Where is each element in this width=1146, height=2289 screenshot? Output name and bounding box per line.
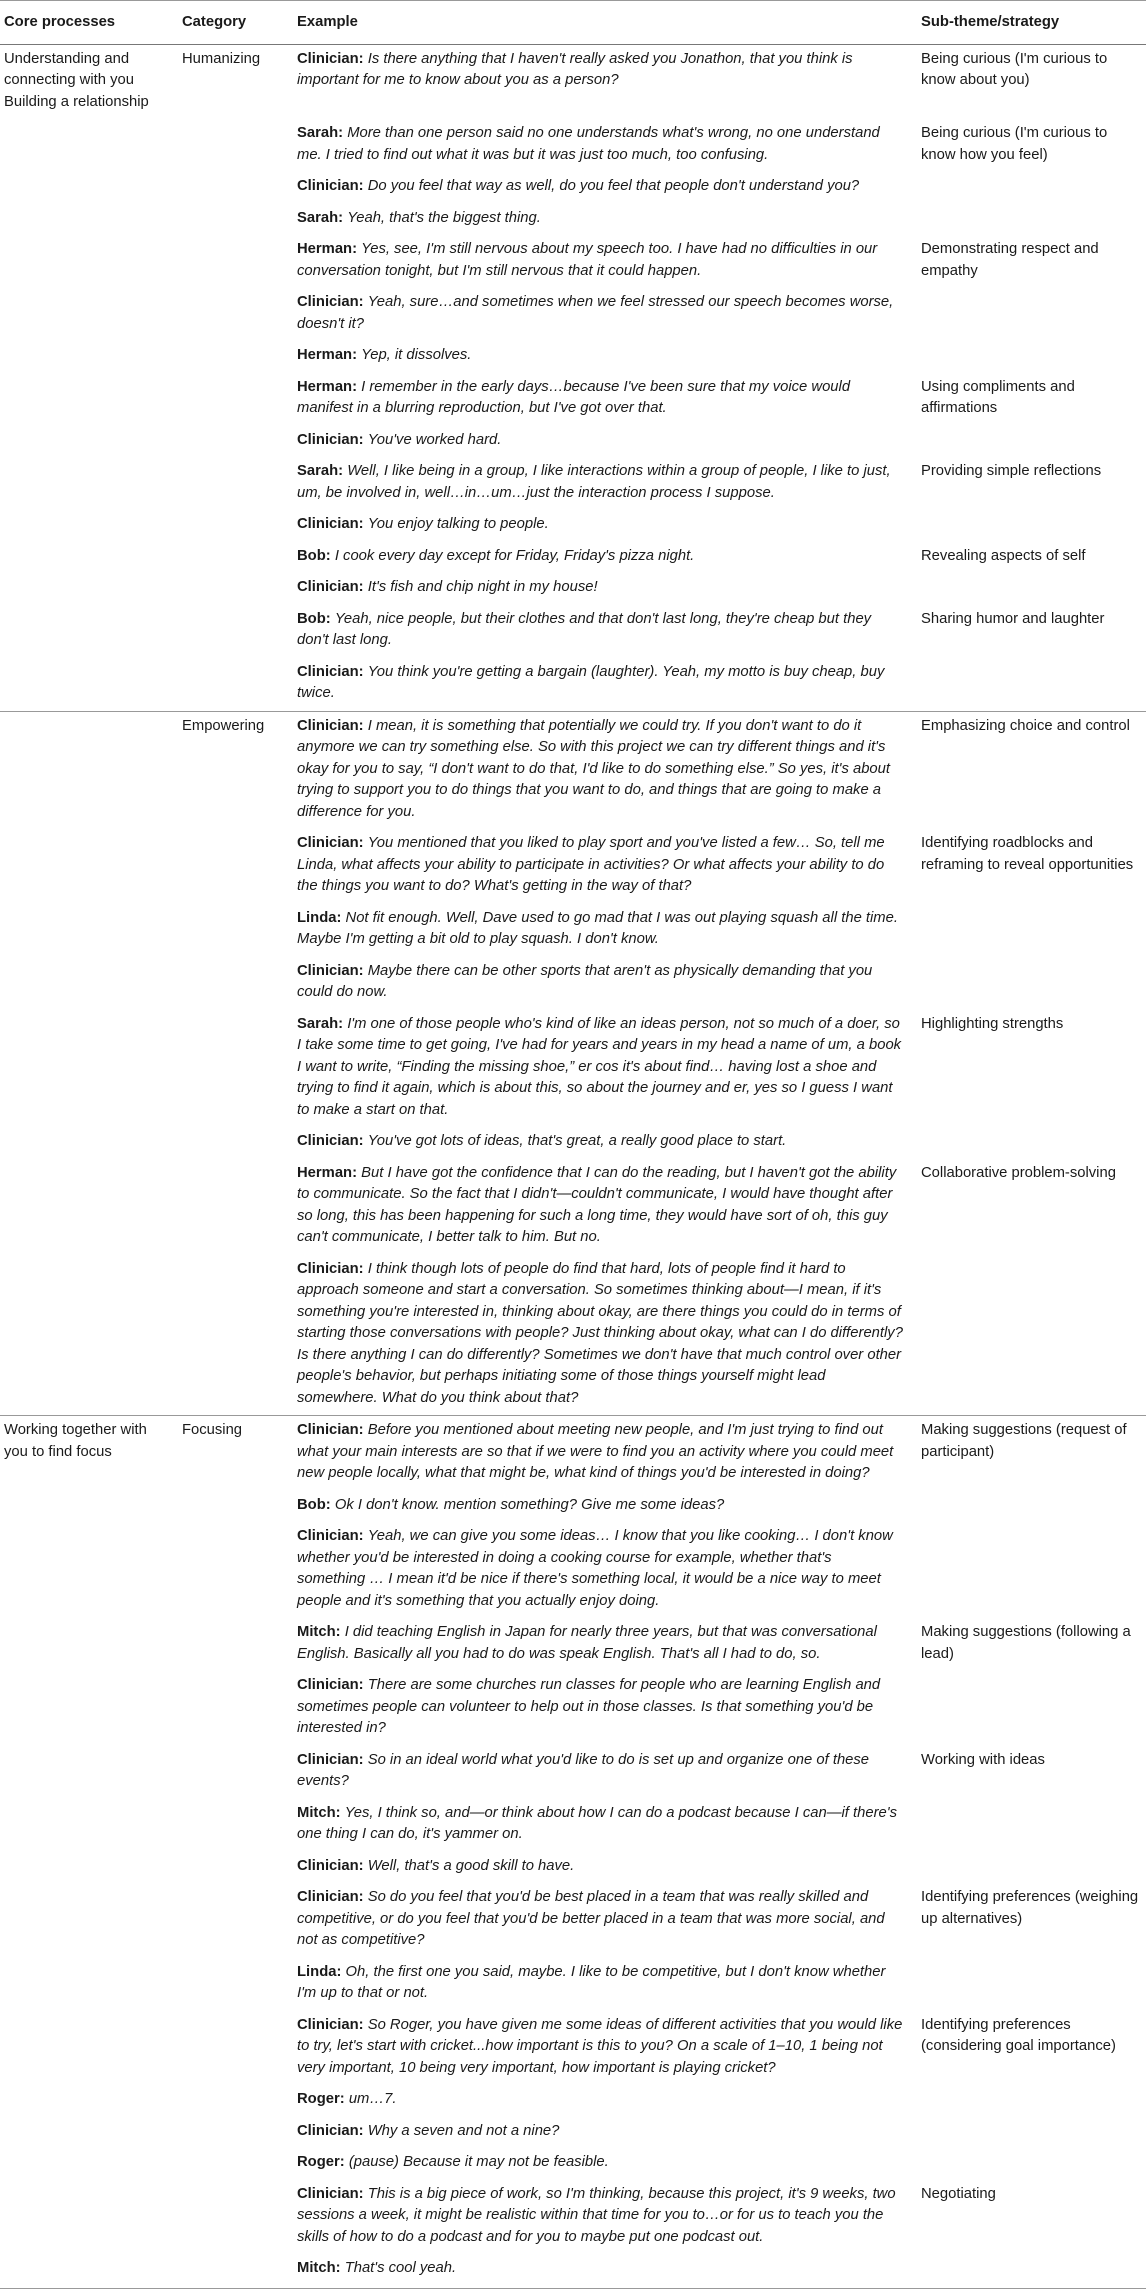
speaker-label: Clinician: [297,1528,364,1544]
speaker-label: Clinician: [297,516,364,532]
core-process-cell [0,542,178,574]
core-process-cell [0,1799,178,1852]
example-cell [293,1010,917,1128]
header-row [0,1,1146,45]
table-row [0,605,1146,658]
category-cell: Focusing [178,1416,293,1491]
sub-theme-cell [917,288,1146,341]
speaker-label: Clinician: [297,1889,364,1905]
core-process-cell [0,119,178,172]
core-process-label: Understanding and connecting with you [4,50,134,88]
example-cell [293,44,917,119]
table-row [0,2011,1146,2086]
utterance-text: You mentioned that you liked to play sport and you've listed a few… So, tell me Linda, what affects your ability to participate in activities? Or what affects your ability to do the things you want to do? What's getting in the way of that? [297,835,885,894]
utterance-text: It's fish and chip night in my house! [367,579,598,595]
category-cell [178,605,293,658]
core-process-cell [0,2180,178,2255]
table-row [0,1127,1146,1159]
utterance-text: Well, I like being in a group, I like interactions within a group of people, I like to just, um, be involved in, well…in…um…just the interaction process I suppose. [297,463,891,501]
table-row [0,711,1146,829]
category-cell [178,1010,293,1128]
utterance-text: That's cool yeah. [344,2260,457,2276]
core-process-cell [0,2148,178,2180]
category-cell [178,573,293,605]
category-cell [178,1159,293,1255]
speaker-label: Clinician: [297,178,364,194]
example-cell [293,1618,917,1671]
example-cell [293,119,917,172]
utterance-text: Maybe there can be other sports that aren't as physically demanding that you could do now. [297,962,873,1000]
sub-theme-cell: Demonstrating respect and empathy [921,241,1099,279]
example-cell [293,1958,917,2011]
category-cell [178,1671,293,1746]
speaker-label: Clinician: [297,962,364,979]
speaker-label: Clinician: [297,2016,364,2033]
core-process-cell [0,711,178,829]
utterance-text: Not fit enough. Well, Dave used to go mad that I was out playing squash all the time. Maybe I'm getting a bit old to play squash. I don't know. [297,909,898,947]
example-cell [293,829,917,904]
table-row [0,829,1146,904]
sub-theme-cell: Using compliments and affirmations [921,378,1075,416]
example-cell [293,1491,917,1523]
table-row [0,119,1146,172]
table-row [0,2148,1146,2180]
example-cell [293,510,917,542]
table-row [0,904,1146,957]
core-process-cell [0,957,178,1010]
table-header [0,1,1146,45]
sub-theme-cell [917,1799,1146,1852]
core-process-cell [0,2254,178,2288]
table-row [0,1958,1146,2011]
example-cell [293,957,917,1010]
table-row [0,1159,1146,1255]
core-process-cell [0,605,178,658]
category-cell [178,2011,293,2086]
header-category: Category [178,1,293,45]
category-cell [178,341,293,373]
speaker-label: Clinician: [297,663,364,680]
table-row [0,44,1146,119]
speaker-label: Clinician: [297,431,364,448]
speaker-label: Clinician: [297,294,364,310]
utterance-text: Well, that's a good skill to have. [367,1857,575,1874]
core-process-cell [0,1010,178,1128]
core-process-cell [0,658,178,712]
table-row [0,172,1146,204]
core-process-cell [0,1491,178,1523]
example-cell [293,426,917,458]
example-cell [293,605,917,658]
table-row [0,457,1146,510]
table-row [0,1491,1146,1523]
sub-theme-cell: Emphasizing choice and control [917,711,1146,829]
utterance-text: More than one person said no one understands what's wrong, no one understand me. I tried to find out what it was but it was just too much, too confusing. [297,125,880,163]
sub-theme-cell: Working with ideas [921,1751,1045,1768]
table-row [0,2180,1146,2255]
example-cell [293,1671,917,1746]
category-cell [178,904,293,957]
utterance-text: I cook every day except for Friday, Friday's pizza night. [334,547,695,564]
category-cell [178,658,293,712]
utterance-text: Oh, the first one you said, maybe. I like to be competitive, but I don't know whether I'm up to that or not. [297,1963,886,2001]
category-cell [178,1491,293,1523]
table-row [0,1746,1146,1799]
sub-theme-cell [917,1522,1146,1618]
example-cell [293,2117,917,2149]
core-process-cell [0,2085,178,2117]
core-process-cell [0,1671,178,1746]
speaker-label: Herman: [297,1164,358,1181]
speaker-label: Sarah: [297,1015,344,1032]
speaker-label: Linda: [297,909,342,926]
example-cell [293,1416,917,1491]
core-process-cell [0,904,178,957]
speaker-label: Clinician: [297,1422,364,1438]
table-row [0,2117,1146,2149]
category-cell [178,2117,293,2149]
table-row [0,573,1146,605]
speaker-label: Clinician: [297,1133,364,1149]
category-cell [178,1852,293,1884]
speaker-label: Sarah: [297,125,344,141]
core-process-cell [0,204,178,236]
example-cell [293,542,917,574]
table-row [0,426,1146,458]
sub-theme-cell: Sharing humor and laughter [921,610,1105,627]
sub-theme-cell [917,341,1146,373]
category-cell [178,2148,293,2180]
utterance-text: Yeah, we can give you some ideas… I know that you like cooking… I don't know whether you'd be interested in doing a cooking course for example, whether that's something … I mean it'd be nice if there's something local, it would be a nice way to meet people and it's something that you actually enjoy doing. [297,1528,893,1609]
core-process-cell [0,1618,178,1671]
sub-theme-cell [917,2117,1146,2149]
utterance-text: So in an ideal world what you'd like to do is set up and organize one of these events? [297,1751,870,1789]
core-process-cell [0,1522,178,1618]
category-cell: Humanizing [182,50,261,67]
sub-theme-cell: Making suggestions (request of participant) [917,1416,1146,1491]
core-process-cell [0,1255,178,1416]
speaker-label: Clinician: [297,1260,364,1277]
example-cell [293,1522,917,1618]
table-row [0,1416,1146,1491]
example-cell [293,1799,917,1852]
sub-theme-cell [917,1852,1146,1884]
speaker-label: Clinician: [297,1751,364,1768]
example-cell [293,235,917,288]
speaker-label: Herman: [297,378,358,395]
table-row [0,1255,1146,1416]
utterance-text: But I have got the confidence that I can do the reading, but I haven't got the ability to communicate. So the fact that I didn't—couldn't communicate, I would have thought after so long, this has been happening for such a long time, they would have sort of oh, this guy can't communicate, I better talk to him. But no. [297,1164,897,1245]
table-row [0,510,1146,542]
speaker-label: Mitch: [297,1804,341,1821]
category-cell [178,288,293,341]
speaker-label: Linda: [297,1963,342,1980]
sub-theme-cell [917,172,1146,204]
utterance-text: So Roger, you have given me some ideas of different activities that you would like to try, let's start with cricket...how important is this to you? On a scale of 1–10, 1 being not very important, 10 being very important, how important is playing cricket? [297,2016,903,2076]
table-row [0,1883,1146,1958]
category-cell [178,1522,293,1618]
utterance-text: Ok I don't know. mention something? Give me some ideas? [334,1496,725,1513]
speaker-label: Clinician: [297,2122,364,2139]
speaker-label: Bob: [297,610,331,627]
example-cell [293,658,917,712]
sub-theme-cell: Identifying preferences (considering goal importance) [921,2016,1116,2054]
utterance-text: um…7. [348,2091,397,2107]
core-process-cell [0,1883,178,1958]
example-cell [293,1746,917,1799]
category-cell [178,2254,293,2288]
table-row [0,957,1146,1010]
core-process-label: Building a relationship [4,93,149,110]
sub-theme-cell: Providing simple reflections [921,463,1102,479]
speaker-label: Clinician: [297,50,364,67]
core-process-cell [0,457,178,510]
utterance-text: Before you mentioned about meeting new people, and I'm just trying to find out what your main interests are so that if we were to find you an activity where you could meet new people locally, what that might be, what kind of things you'd be interested in doing? [297,1422,894,1481]
speaker-label: Mitch: [297,1624,341,1640]
core-process-cell [0,1127,178,1159]
core-process-cell [0,2011,178,2086]
sub-theme-cell [917,2254,1146,2288]
example-cell [293,2148,917,2180]
core-process-cell [0,1159,178,1255]
utterance-text: I'm one of those people who's kind of like an ideas person, not so much of a doer, so I take some time to get going, I've had for years and years in my head a name of um, a book I want to write, “Finding the missing shoe,” er cos it's about find… having lost a shoe and trying to find it again, which is about this, so about the journey and er, yes so I guess I want to make a start on that. [297,1015,902,1118]
table-row [0,204,1146,236]
category-cell: Empowering [178,711,293,829]
category-cell [178,119,293,172]
core-process-cell [0,1746,178,1799]
utterance-text: You think you're getting a bargain (laughter). Yeah, my motto is buy cheap, buy twice. [297,663,885,701]
utterance-text: Do you feel that way as well, do you feel that people don't understand you? [367,178,860,194]
core-process-cell [0,1416,178,1491]
category-cell [178,1883,293,1958]
speaker-label: Bob: [297,1496,331,1513]
utterance-text: Yes, see, I'm still nervous about my speech too. I have had no difficulties in our conversation tonight, but I'm still nervous that it could happen. [297,241,878,279]
example-cell [293,373,917,426]
utterance-text: Yeah, sure…and sometimes when we feel stressed our speech becomes worse, doesn't it? [297,294,894,332]
example-cell [293,2180,917,2255]
example-cell [293,711,917,829]
example-cell [293,904,917,957]
example-cell [293,1159,917,1255]
core-process-cell [0,341,178,373]
speaker-label: Herman: [297,241,358,257]
speaker-label: Roger: [297,2091,345,2107]
speaker-label: Sarah: [297,209,344,226]
utterance-text: (pause) Because it may not be feasible. [348,2154,609,2170]
example-cell [293,288,917,341]
utterance-text: You've got lots of ideas, that's great, a really good place to start. [367,1133,787,1149]
category-cell [178,542,293,574]
table-row [0,2254,1146,2288]
example-cell [293,1127,917,1159]
sub-theme-cell: Revealing aspects of self [921,547,1086,564]
core-process-cell [0,172,178,204]
core-process-cell [0,288,178,341]
example-cell [293,172,917,204]
category-cell [178,2085,293,2117]
sub-theme-cell [917,1671,1146,1746]
core-process-cell [0,510,178,542]
example-cell [293,1852,917,1884]
utterance-text: I mean, it is something that potentially we could try. If you don't want to do it anymore we can try something else. So with this project we can try different things and it's okay for you to say, “I don't want to do that, I'd like to do something else.” So yes, it's about trying to support you to do things that you want to do, and things that are going to make a difference for you. [297,717,890,820]
core-process-cell [0,235,178,288]
category-cell [178,426,293,458]
sub-theme-cell [917,2085,1146,2117]
sub-theme-cell [917,204,1146,236]
table-row [0,1010,1146,1128]
example-cell [293,2085,917,2117]
sub-theme-cell [917,957,1146,1010]
sub-theme-cell [917,1255,1146,1416]
category-cell [178,373,293,426]
core-process-cell [0,426,178,458]
speaker-label: Herman: [297,347,358,363]
utterance-text: This is a big piece of work, so I'm thinking, because this project, it's 9 weeks, two sessions a week, it might be realistic within that time for you to…or for us to teach you the skills of how to do a podcast and for you to maybe put one podcast out. [297,2185,896,2245]
speaker-label: Bob: [297,547,331,564]
speaker-label: Mitch: [297,2260,341,2276]
category-cell [178,1127,293,1159]
speaker-label: Roger: [297,2154,345,2170]
table-row [0,373,1146,426]
table-row [0,1618,1146,1671]
utterance-text: I remember in the early days…because I've been sure that my voice would manifest in a blurring reproduction, but I've got over that. [297,378,851,416]
category-cell [178,1255,293,1416]
table-row [0,235,1146,288]
sub-theme-cell: Highlighting strengths [921,1015,1064,1032]
category-cell [178,2180,293,2255]
table-row [0,542,1146,574]
category-cell [178,829,293,904]
sub-theme-cell: Identifying preferences (weighing up alternatives) [921,1889,1139,1927]
category-cell [178,457,293,510]
utterance-text: Is there anything that I haven't really asked you Jonathon, that you think is important for me to know about you as a person? [297,50,853,88]
sub-theme-cell [917,2148,1146,2180]
example-cell [293,204,917,236]
table-row [0,2085,1146,2117]
sub-theme-cell [917,1491,1146,1523]
category-cell [178,235,293,288]
utterance-text: Yeah, nice people, but their clothes and that don't last long, they're cheap but they don't last long. [297,610,872,648]
sub-theme-cell: Identifying roadblocks and reframing to reveal opportunities [921,835,1134,873]
utterance-text: You've worked hard. [367,431,502,448]
header-sub-theme: Sub-theme/strategy [917,1,1146,45]
table-row [0,1799,1146,1852]
table-body [0,44,1146,2288]
sub-theme-cell [917,1958,1146,2011]
core-process-label: Working together with you to find focus [4,1422,147,1460]
category-cell [178,1618,293,1671]
table-row [0,658,1146,712]
utterance-text: I did teaching English in Japan for nearly three years, but that was conversational English. Basically all you had to do was speak English. That's all I had to do, so. [297,1624,877,1662]
speaker-label: Sarah: [297,463,344,479]
table-row [0,341,1146,373]
core-process-cell [0,2117,178,2149]
category-cell [178,1746,293,1799]
sub-theme-cell [917,510,1146,542]
utterance-text: Yep, it dissolves. [361,347,472,363]
sub-theme-cell: Collaborative problem-solving [921,1164,1116,1181]
example-cell [293,573,917,605]
core-process-cell [0,373,178,426]
core-process-cell [0,1958,178,2011]
table-row [0,1671,1146,1746]
speaker-label: Clinician: [297,717,364,734]
example-cell [293,1883,917,1958]
sub-theme-cell [917,1127,1146,1159]
utterance-text: Why a seven and not a nine? [367,2122,560,2139]
core-process-cell [0,573,178,605]
sub-theme-cell: Being curious (I'm curious to know about you) [921,50,1108,88]
category-cell [178,510,293,542]
category-cell [178,957,293,1010]
utterance-text: I think though lots of people do find that hard, lots of people find it hard to approach someone and start a conversation. So sometimes thinking about—I mean, if it's something you're interested in, thinking about okay, are there things you could do in terms of starting those conversations with people? Just thinking about okay, what can I do differently? Is there anything I can do differently? Sometimes we don't have that much control over other people's behavior, but perhaps initiating some of those things yourself might lead somewhere. What do you think about that? [297,1260,903,1406]
table-row [0,1522,1146,1618]
sub-theme-cell: Negotiating [921,2185,996,2202]
speaker-label: Clinician: [297,579,364,595]
category-cell [178,1799,293,1852]
core-process-cell [0,829,178,904]
utterance-text: There are some churches run classes for people who are learning English and sometimes people can volunteer to help out in those classes. Is that something you'd be interested in? [297,1677,881,1736]
example-cell [293,2254,917,2288]
category-cell [178,172,293,204]
utterance-text: You enjoy talking to people. [367,516,549,532]
sub-theme-cell: Making suggestions (following a lead) [921,1624,1131,1662]
table-row [0,1852,1146,1884]
utterance-text: Yeah, that's the biggest thing. [347,209,541,226]
example-cell [293,457,917,510]
speaker-label: Clinician: [297,2185,364,2202]
header-example: Example [293,1,917,45]
example-cell [293,1255,917,1416]
table-row [0,288,1146,341]
category-cell [178,1958,293,2011]
sub-theme-cell [917,573,1146,605]
sub-theme-cell [917,658,1146,712]
speaker-label: Clinician: [297,835,364,851]
example-cell [293,2011,917,2086]
speaker-label: Clinician: [297,1857,364,1874]
utterance-text: Yes, I think so, and—or think about how I can do a podcast because I can—if there's one thing I can do, it's yammer on. [297,1804,897,1842]
speaker-label: Clinician: [297,1677,364,1693]
sub-theme-cell [917,426,1146,458]
core-process-cell [0,1852,178,1884]
sub-theme-cell [917,904,1146,957]
utterance-text: So do you feel that you'd be best placed in a team that was really skilled and competitive, or do you feel that you'd be better placed in a team that was more social, and not as competitive? [297,1889,885,1948]
category-cell [178,204,293,236]
sub-theme-cell: Being curious (I'm curious to know how you feel) [921,125,1108,163]
example-cell [293,341,917,373]
core-process-cell [0,44,178,119]
header-core-processes: Core processes [0,1,178,45]
